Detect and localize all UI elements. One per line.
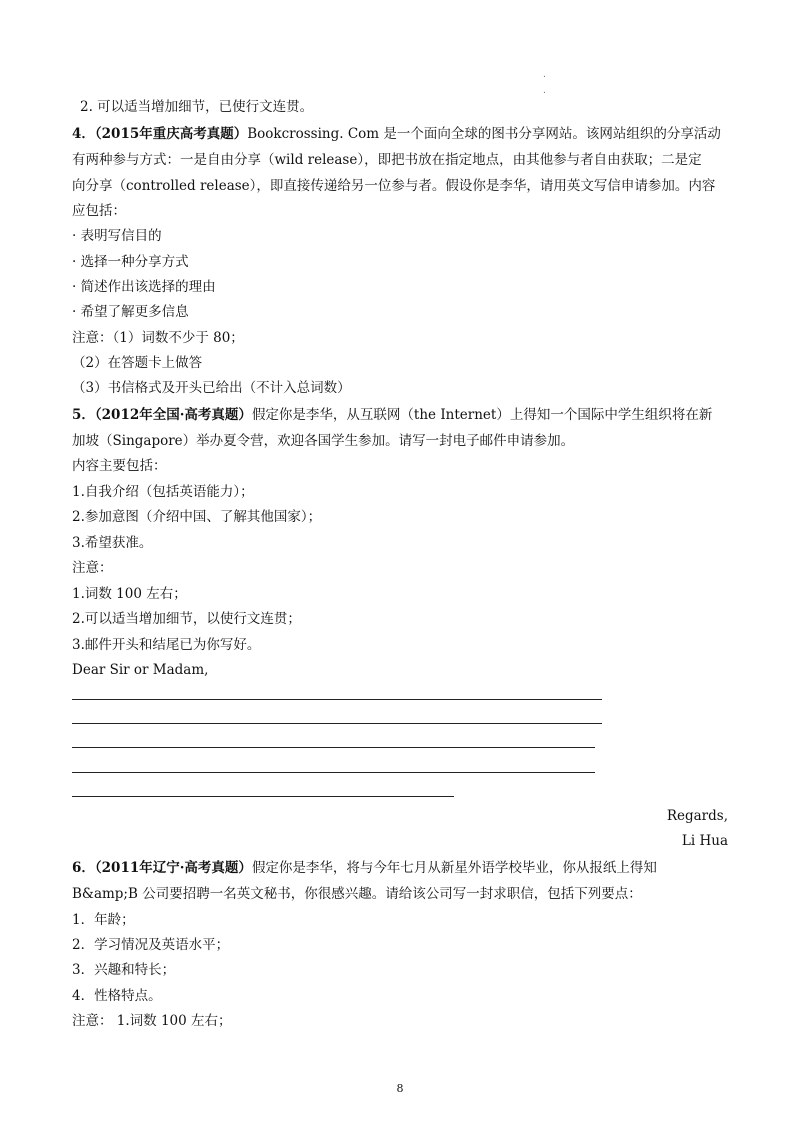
text-line: 1.自我介绍（包括英语能力）； [72, 484, 254, 500]
question-6-heading [72, 858, 657, 878]
bullet-item: · 希望了解更多信息 [72, 304, 189, 320]
question-number: 6． [72, 860, 95, 876]
text-line: 注意： [72, 560, 113, 576]
question-text: 假定你是李华，从互联网（the Internet）上得知一个国际中学生组织将在新 [251, 407, 713, 423]
text-line: 应包括： [72, 203, 126, 219]
text-line: B&amp;B 公司要招聘一名英文秘书，你很感兴趣。请给该公司写一封求职信，包括下列要点： [72, 886, 642, 902]
answer-line [72, 747, 595, 748]
answer-line [72, 796, 454, 797]
text-line: （3）书信格式及开头已给出（不计入总词数） [72, 380, 351, 396]
bullet-item: · 选择一种分享方式 [72, 254, 189, 270]
text-line: （2）在答题卡上做答 [72, 355, 203, 371]
answer-line [72, 699, 602, 700]
question-source: （2012年全国·高考真题） [94, 407, 252, 423]
question-text: 假定你是李华，将与今年七月从新星外语学校毕业，你从报纸上得知 [251, 860, 657, 876]
answer-line [72, 772, 595, 773]
question-text: Bookcrossing. Com 是一个面向全球的图书分享网站。该网站组织的分享活动 [247, 126, 721, 142]
letter-signature: Li Hua [681, 833, 728, 849]
text-line: 注意：（1）词数不少于 80； [72, 330, 244, 346]
question-number: 4． [72, 126, 95, 142]
text-line: 3．兴趣和特长； [72, 962, 176, 978]
text-line: 有两种参与方式：一是自由分享（wild release），即把书放在指定地点，由其他参与者自由获取；二是定 [72, 152, 702, 168]
question-source: （2015年重庆高考真题） [94, 126, 248, 142]
letter-closing: Regards, [666, 808, 728, 824]
bullet-item: · 表明写信目的 [72, 228, 162, 244]
text-line: 3.邮件开头和结尾已为你写好。 [72, 637, 261, 653]
question-number: 5． [72, 407, 95, 423]
text-line: 2.参加意图（介绍中国、了解其他国家）； [72, 509, 322, 525]
text-line: 1．年龄； [72, 912, 135, 928]
bullet-item: · 简述作出该选择的理由 [72, 279, 216, 295]
text-line: 加坡（Singapore）举办夏令营，欢迎各国学生参加。请写一封电子邮件申请参加。 [72, 433, 575, 449]
page-number: 8 [396, 1082, 404, 1095]
text-line: 2.可以适当增加细节，以使行文连贯； [72, 611, 301, 627]
text-line: 3.希望获准。 [72, 535, 153, 551]
text-line: 向分享（controlled release），即直接传递给另一位参与者。假设你是李华，请用英文写信申请参加。内容 [72, 178, 716, 194]
question-5-heading [72, 405, 712, 425]
text-line: 内容主要包括： [72, 458, 167, 474]
answer-line [72, 723, 602, 724]
question-source: （2011年辽宁·高考真题） [94, 860, 252, 876]
text-line: 注意： 1.词数 100 左右； [72, 1013, 232, 1029]
text-line: 2. 可以适当增加细节，已使行文连贯。 [80, 99, 314, 115]
question-4-heading [72, 124, 721, 144]
artifact-dot: . [543, 70, 546, 80]
letter-salutation: Dear Sir or Madam, [72, 662, 209, 678]
text-line: 4．性格特点。 [72, 988, 162, 1004]
text-line: 2．学习情况及英语水平； [72, 937, 230, 953]
artifact-dot: . [543, 86, 546, 96]
text-line: 1.词数 100 左右； [72, 586, 187, 602]
